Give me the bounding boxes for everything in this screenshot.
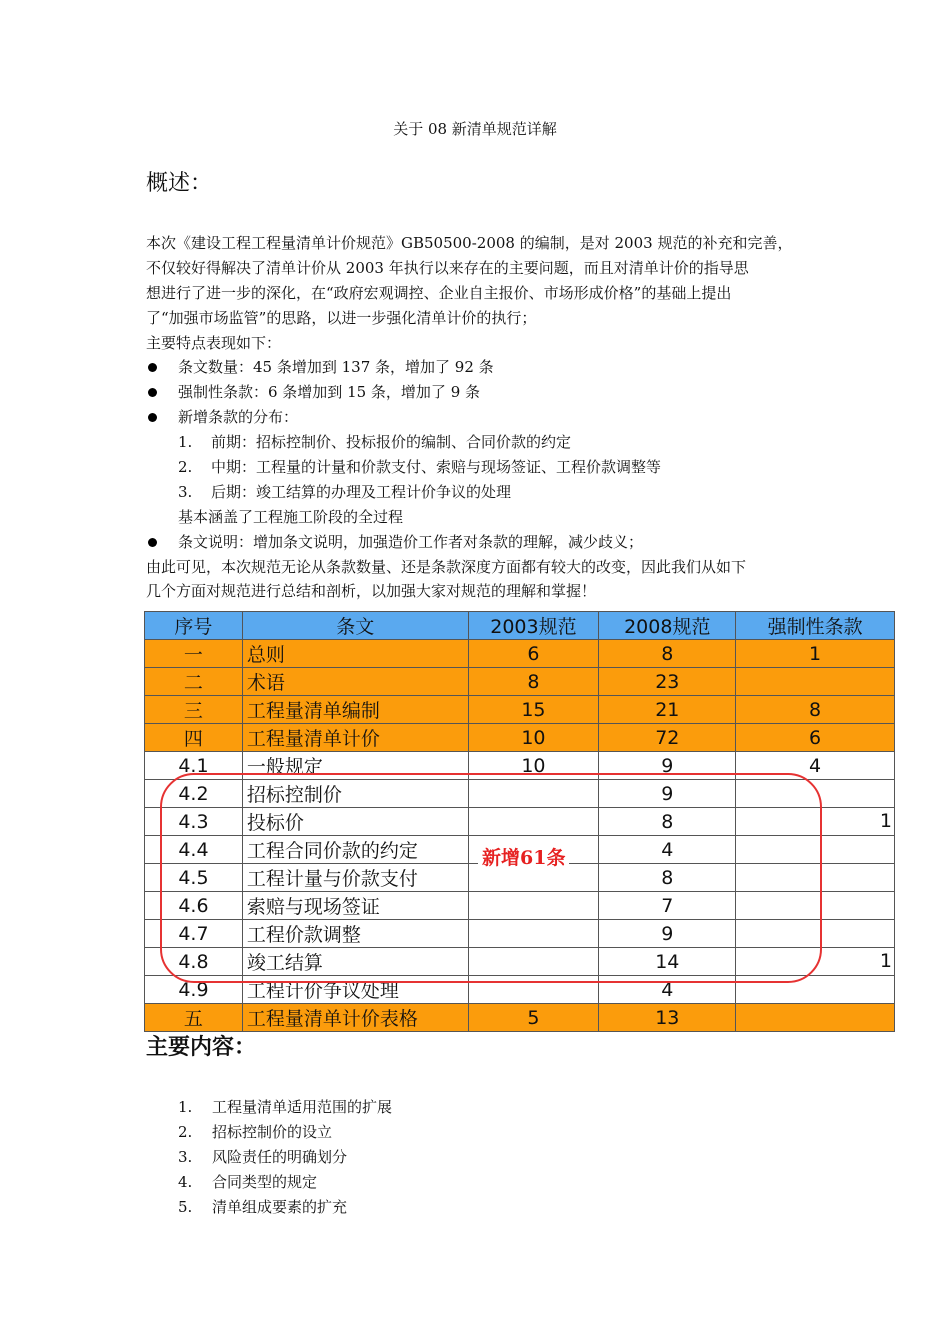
bullet-text: 条文说明：增加条文说明，加强造价工作者对条款的理解，减少歧义； [178, 532, 644, 551]
cell-no: 4.2 [145, 780, 243, 808]
new-items-annotation-label: 新增61条 [478, 843, 569, 870]
cell-item: 工程量清单计价表格 [242, 1004, 468, 1032]
cell-mandatory: 4 [736, 752, 895, 780]
cell-item: 术语 [242, 668, 468, 696]
cell-no: 4.9 [145, 976, 243, 1004]
bullet-dot-icon [148, 388, 157, 397]
intro-line: 了“加强市场监管”的思路，以进一步强化清单计价的执行； [146, 308, 537, 327]
cell-mandatory [736, 864, 895, 892]
cell-2008: 23 [599, 668, 736, 696]
cell-2003 [468, 892, 599, 920]
header-2003: 2003规范 [468, 612, 599, 640]
cell-mandatory [736, 836, 895, 864]
cell-2008: 9 [599, 752, 736, 780]
cell-no: 四 [145, 724, 243, 752]
bullet-dot-icon [148, 413, 157, 422]
cell-mandatory [736, 780, 895, 808]
cell-2008: 4 [599, 836, 736, 864]
table-row [145, 696, 895, 724]
cell-mandatory-value: 1 [879, 950, 892, 972]
cell-2008: 4 [599, 976, 736, 1004]
sub-list-note: 基本涵盖了工程施工阶段的全过程 [178, 507, 404, 526]
cell-2008: 9 [599, 780, 736, 808]
main-list-text: 清单组成要素的扩充 [212, 1197, 348, 1216]
main-list-number: 4. [178, 1172, 193, 1191]
intro-line: 不仅较好得解决了清单计价从 2003 年执行以来存在的主要问题，而且对清单计价的指导思 [146, 258, 749, 277]
cell-item: 工程量清单计价 [242, 724, 468, 752]
table-row [145, 920, 895, 948]
main-list-number: 2. [178, 1122, 193, 1141]
bullet-text: 新增条款的分布： [178, 408, 299, 427]
cell-2008: 8 [599, 864, 736, 892]
sub-list-number: 3. [178, 482, 193, 501]
table-row [145, 948, 895, 976]
intro-line: 主要特点表现如下： [146, 333, 282, 352]
cell-item: 工程量清单编制 [242, 696, 468, 724]
cell-no: 4.3 [145, 808, 243, 836]
main-list-text: 风险责任的明确划分 [212, 1147, 348, 1166]
sub-list-item [146, 455, 818, 480]
table-header-row [145, 612, 895, 640]
table-row [145, 752, 895, 780]
sub-list-item [146, 430, 818, 455]
table-row [145, 668, 895, 696]
main-list-number: 5. [178, 1197, 193, 1216]
spec-comparison-table [144, 611, 895, 1032]
cell-2003 [468, 808, 599, 836]
cell-mandatory: 8 [736, 696, 895, 724]
cell-no: 4.8 [145, 948, 243, 976]
intro-paragraph [146, 231, 818, 604]
header-mandatory: 强制性条款 [736, 612, 895, 640]
cell-2003: 8 [468, 668, 599, 696]
cell-no: 4.6 [145, 892, 243, 920]
bullet-text: 强制性条款：6 条增加到 15 条，增加了 9 条 [178, 383, 481, 402]
main-list-item [178, 1095, 392, 1120]
main-list-item [178, 1120, 392, 1145]
main-content-list [178, 1095, 392, 1220]
main-list-number: 3. [178, 1147, 193, 1166]
cell-mandatory [736, 892, 895, 920]
bullet-item [146, 380, 818, 405]
cell-2008: 8 [599, 640, 736, 668]
cell-2003 [468, 780, 599, 808]
cell-mandatory [736, 1004, 895, 1032]
cell-2003 [468, 920, 599, 948]
sub-list-number: 2. [178, 458, 193, 477]
main-list-item [178, 1195, 392, 1220]
overview-heading: 概述： [146, 171, 213, 196]
cell-mandatory-value: 1 [879, 810, 892, 832]
cell-no: 4.5 [145, 864, 243, 892]
cell-2008: 14 [599, 948, 736, 976]
cell-no: 4.4 [145, 836, 243, 864]
table-row [145, 640, 895, 668]
table-row [145, 892, 895, 920]
cell-mandatory: 6 [736, 724, 895, 752]
cell-2003: 15 [468, 696, 599, 724]
cell-item: 竣工结算 [242, 948, 468, 976]
cell-no: 4.7 [145, 920, 243, 948]
cell-item: 工程计量与价款支付 [242, 864, 468, 892]
bullet-item [146, 355, 818, 380]
cell-mandatory [736, 808, 895, 836]
cell-item: 总则 [242, 640, 468, 668]
table-row [145, 780, 895, 808]
header-2008: 2008规范 [599, 612, 736, 640]
cell-2008: 8 [599, 808, 736, 836]
cell-item: 招标控制价 [242, 780, 468, 808]
cell-item: 工程计价争议处理 [242, 976, 468, 1004]
bullet-item [146, 405, 818, 430]
cell-mandatory: 1 [736, 640, 895, 668]
cell-2003: 5 [468, 1004, 599, 1032]
table-row [145, 808, 895, 836]
table-row [145, 724, 895, 752]
main-list-text: 招标控制价的设立 [212, 1122, 333, 1141]
cell-2008: 21 [599, 696, 736, 724]
cell-item: 工程合同价款的约定 [242, 836, 468, 864]
cell-no: 一 [145, 640, 243, 668]
header-item: 条文 [242, 612, 468, 640]
cell-item: 投标价 [242, 808, 468, 836]
cell-2008: 13 [599, 1004, 736, 1032]
cell-mandatory [736, 948, 895, 976]
intro-line: 想进行了进一步的深化，在“政府宏观调控、企业自主报价、市场形成价格”的基础上提出 [146, 283, 732, 302]
cell-item: 索赔与现场签证 [242, 892, 468, 920]
cell-no: 三 [145, 696, 243, 724]
main-list-number: 1. [178, 1098, 193, 1116]
cell-2008: 72 [599, 724, 736, 752]
intro-line: 本次《建设工程工程量清单计价规范》GB50500-2008 的编制，是对 2003 规范的补充和完善， [146, 234, 793, 252]
cell-mandatory [736, 668, 895, 696]
cell-2008: 9 [599, 920, 736, 948]
main-list-item [178, 1170, 392, 1195]
document-title: 关于 08 新清单规范详解 [393, 120, 557, 138]
cell-item: 工程价款调整 [242, 920, 468, 948]
table-row [145, 1004, 895, 1032]
cell-no: 五 [145, 1004, 243, 1032]
conclusion-line: 由此可见，本次规范无论从条款数量、还是条款深度方面都有较大的改变，因此我们从如下 [146, 557, 747, 576]
sub-list-text: 前期：招标控制价、投标报价的编制、合同价款的约定 [211, 433, 572, 452]
bullet-dot-icon [148, 538, 157, 547]
main-list-text: 工程量清单适用范围的扩展 [212, 1098, 393, 1116]
sub-list-item [146, 480, 818, 505]
cell-mandatory [736, 976, 895, 1004]
cell-no: 二 [145, 668, 243, 696]
cell-2003: 6 [468, 640, 599, 668]
cell-2003: 10 [468, 752, 599, 780]
sub-list-number: 1. [178, 433, 193, 452]
bullet-dot-icon [148, 363, 157, 372]
bullet-item [146, 530, 818, 555]
cell-mandatory [736, 920, 895, 948]
cell-no: 4.1 [145, 752, 243, 780]
main-list-item [178, 1145, 392, 1170]
table-row [145, 976, 895, 1004]
sub-list-text: 中期：工程量的计量和价款支付、索赔与现场签证、工程价款调整等 [211, 458, 662, 477]
main-content-heading: 主要内容： [146, 1035, 257, 1060]
cell-2003 [468, 976, 599, 1004]
cell-2003: 10 [468, 724, 599, 752]
cell-2008: 7 [599, 892, 736, 920]
bullet-text: 条文数量：45 条增加到 137 条，增加了 92 条 [178, 358, 494, 377]
cell-2003 [468, 948, 599, 976]
main-list-text: 合同类型的规定 [212, 1172, 318, 1191]
sub-list-text: 后期：竣工结算的办理及工程计价争议的处理 [211, 482, 512, 501]
header-no: 序号 [145, 612, 243, 640]
conclusion-line: 几个方面对规范进行总结和剖析，以加强大家对规范的理解和掌握！ [146, 582, 597, 601]
cell-item: 一般规定 [242, 752, 468, 780]
